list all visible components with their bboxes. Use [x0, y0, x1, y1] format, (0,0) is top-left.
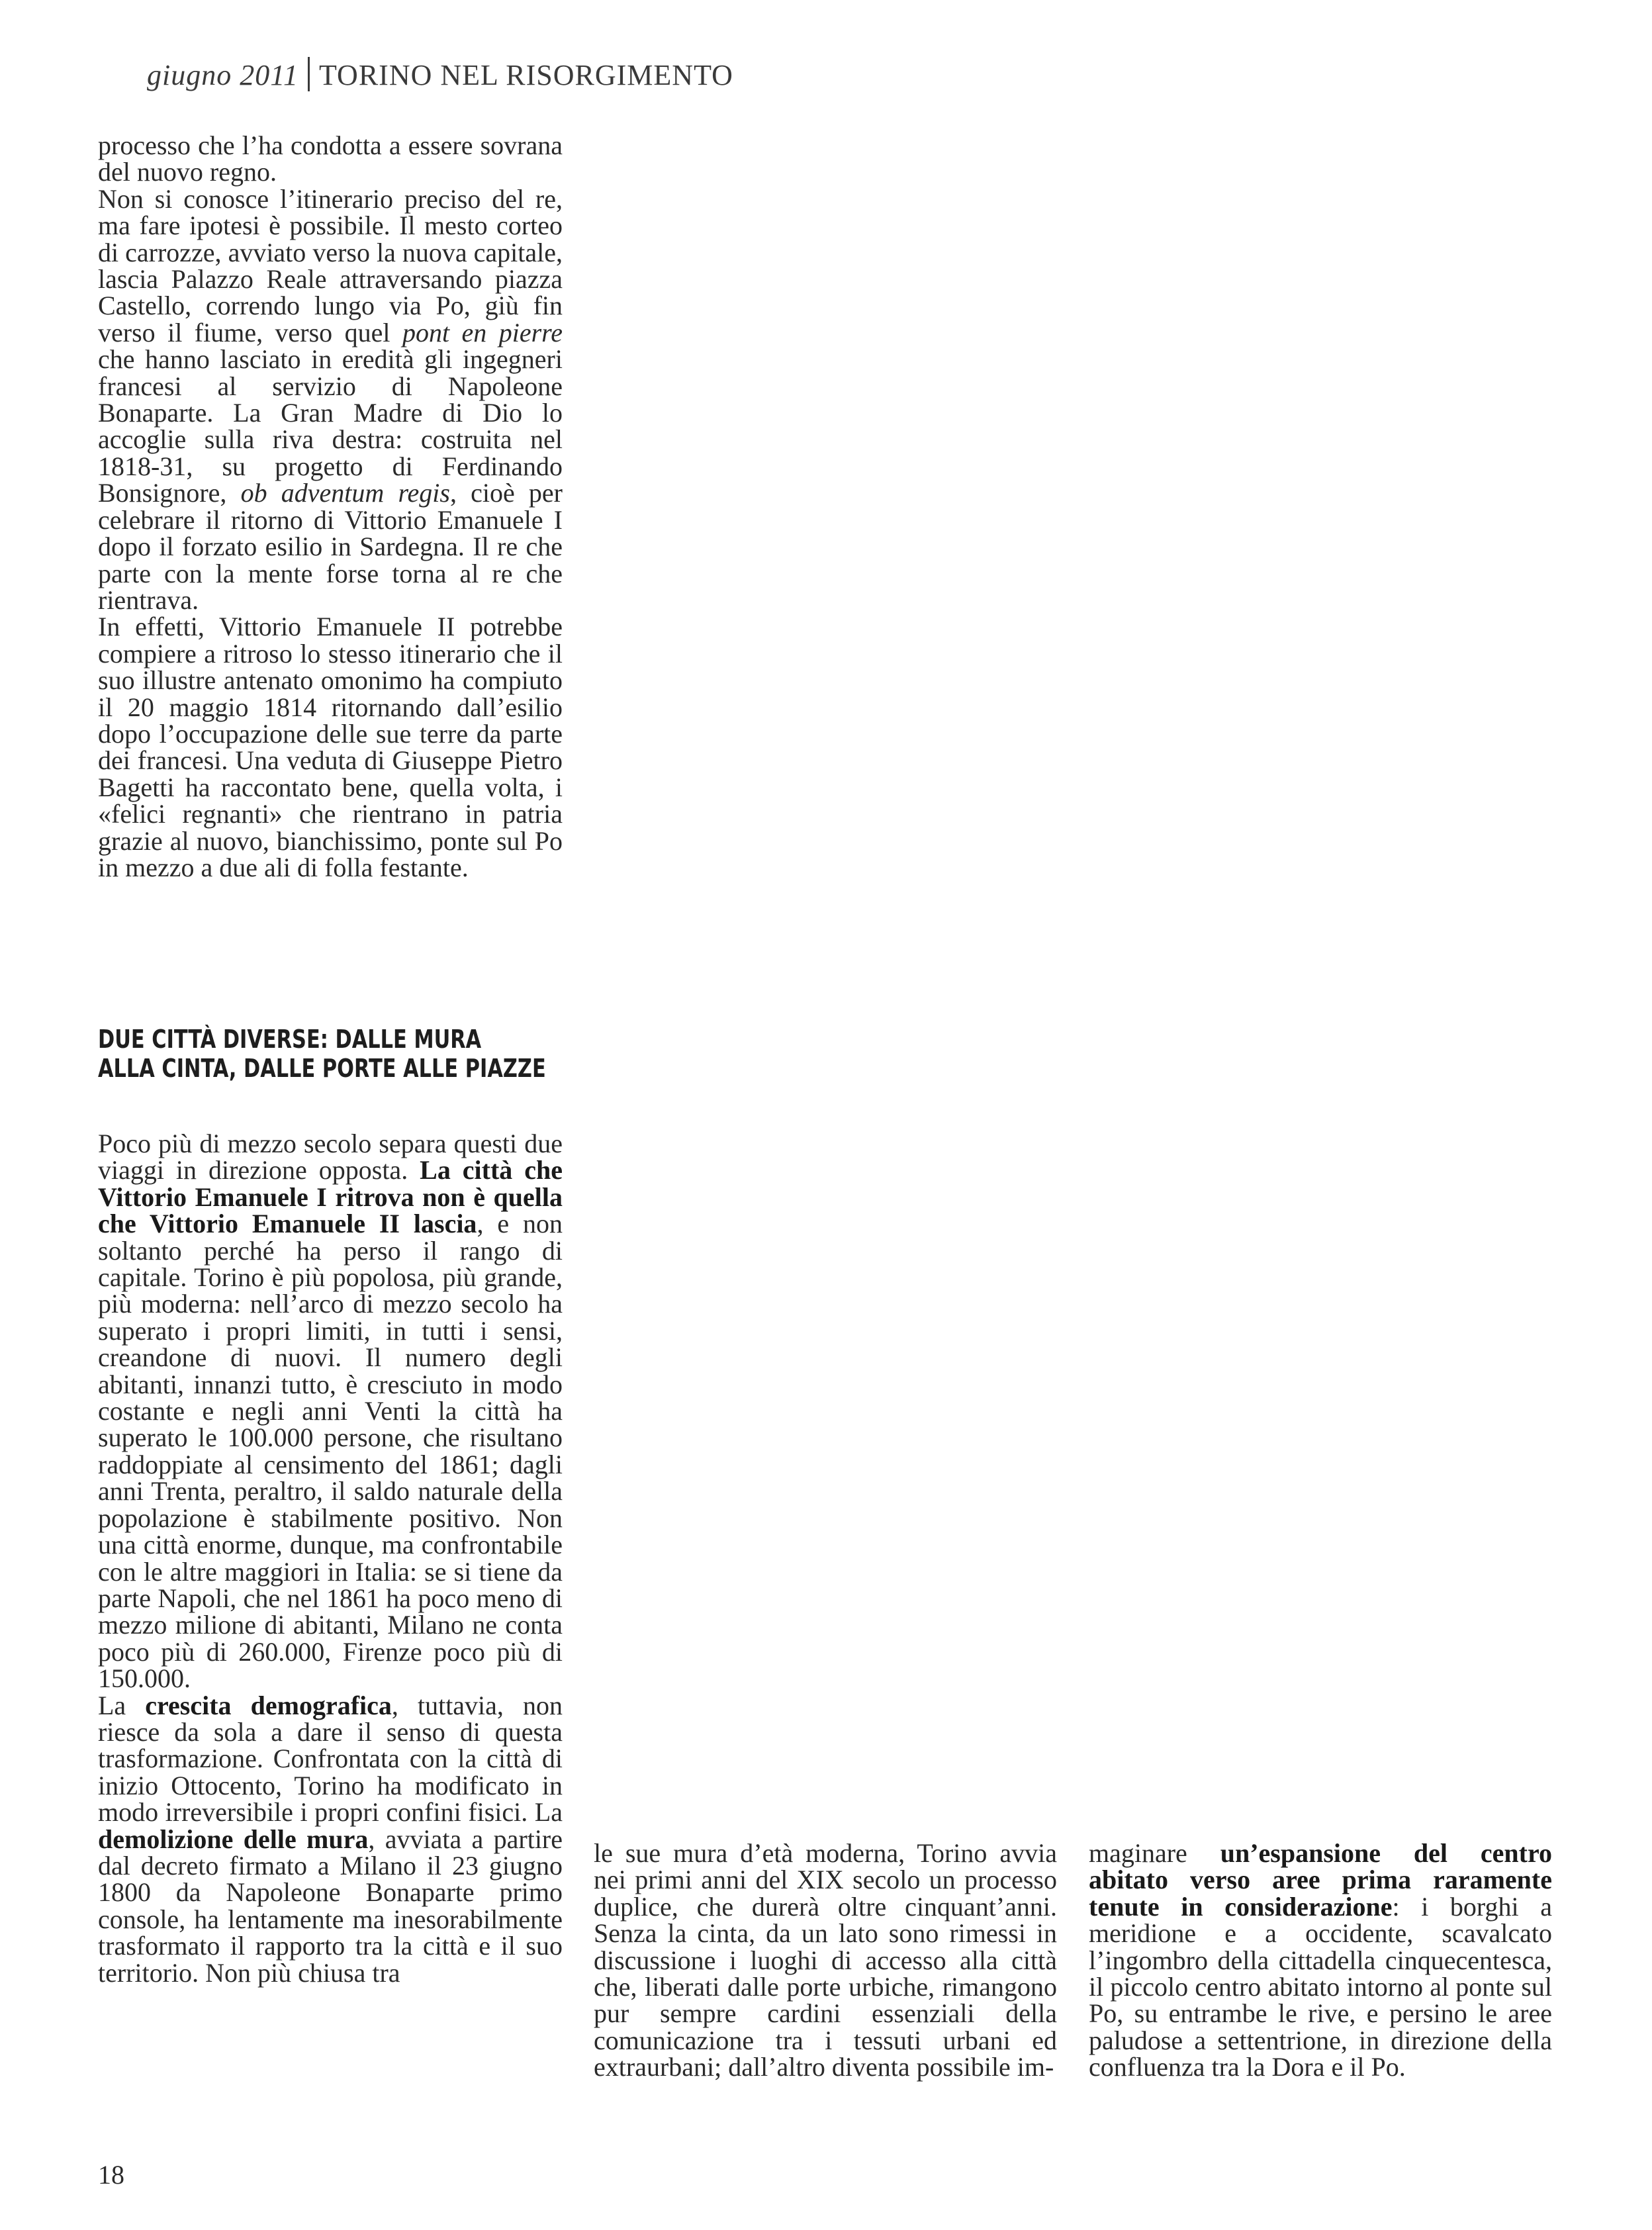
- paragraph-3: In effetti, Vittorio Emanuele II potrebbe compiere a ritroso lo stesso itinerario che il suo illustre antenato omonimo ha compiuto il 20 maggio 1814 ritornando dall’esilio dopo l’occupazione delle sue terre da parte dei francesi. Una veduta di Giuseppe Pietro Bagetti ha raccontato bene, quella volta, i «felici regnanti» che rientrano in patria grazie al nuovo, bianchissimo, ponte sul Po in mezzo a due ali di folla festante.: [98, 612, 563, 882]
- text-column-3: [1089, 1840, 1552, 2081]
- paragraph-5-text-b: , tuttavia, non riesce da sola a dare il senso di questa trasformazione. Confrontata con la città di inizio Ottocento, Torino ha modificato in modo irreversibile i propri confini fisici. La: [98, 1690, 563, 1828]
- section-heading-line-2: ALLA CINTA, DALLE PORTE ALLE PIAZZE: [98, 1054, 546, 1083]
- paragraph-4-text-b: , e non soltanto perché ha perso il rango di capitale. Torino è più popolosa, più grande, più moderna: nell’arco di mezzo secolo ha superato i propri limiti, in tutti i sensi, creandone di nuovi. Il numero degli abitanti, innanzi tutto, è cresciuto in modo costante e negli anni Venti la città ha superato le 100.000 persone, che risultano raddoppiate al censimento del 1861; dagli anni Trenta, peraltro, il saldo naturale della popolazione è stabilmente positivo. Non una città enorme, dunque, ma confrontabile con le altre maggiori in Italia: se si tiene da parte Napoli, che nel 1861 ha poco meno di mezzo milione di abitanti, Milano ne conta poco più di 260.000, Firenze poco più di 150.000.: [98, 1209, 563, 1694]
- paragraph-2: [98, 183, 563, 615]
- paragraph-5: [98, 1690, 563, 1988]
- paragraph-1: processo che l’ha condotta a essere sovrana del nuovo regno.: [98, 130, 563, 187]
- paragraph-7: [1089, 1840, 1552, 2081]
- bold-crescita-demografica: crescita demografica: [145, 1690, 392, 1720]
- page-number: 18: [98, 2160, 124, 2190]
- bold-demolizione-delle-mura: demolizione delle mura: [98, 1824, 369, 1854]
- paragraph-7-text-b: : i borghi a meridione e a occidente, scavalcato l’ingombro della cittadella cinquecentesca, il piccolo centro abitato intorno al ponte sul Po, su entrambe le rive, e persino le aree paludose a settentrione, in direzione della confluenza tra la Dora e il Po.: [1089, 1891, 1552, 2082]
- text-column-1-lower: [98, 1131, 563, 1986]
- paragraph-2-text-b: che hanno lasciato in eredità gli ingegneri francesi al servizio di Napoleone Bonaparte. La Gran Madre di Dio lo accoglie sulla riva destra: costruita nel 1818-31, su progetto di Ferdinando Bonsignore,: [98, 344, 563, 508]
- paragraph-4: [98, 1131, 563, 1693]
- paragraph-4-bold: La città che Vittorio Emanuele I ritrova non è quella che Vittorio Emanuele II lascia: [98, 1155, 563, 1239]
- paragraph-2-text-c: , cioè per celebrare il ritorno di Vittorio Emanuele I dopo il forzato esilio in Sardegna. Il re che parte con la mente forse torna al re che rientrava.: [98, 478, 563, 615]
- text-column-1: [98, 132, 563, 881]
- text-column-2: [594, 1840, 1057, 2081]
- paragraph-7-text-a: maginare: [1089, 1838, 1220, 1868]
- running-head: [147, 57, 733, 92]
- section-title: TORINO NEL RISORGIMENTO: [318, 59, 733, 91]
- section-heading-line-1: DUE CITTÀ DIVERSE: DALLE MURA: [98, 1025, 482, 1054]
- paragraph-5-text-a: La: [98, 1690, 146, 1720]
- issue-date: giugno 2011: [147, 59, 298, 91]
- header-divider: [308, 57, 310, 91]
- paragraph-2-text-a: Non si conosce l’itinerario preciso del re, ma fare ipotesi è possibile. Il mesto corteo di carrozze, avviato verso la nuova capitale, lascia Palazzo Reale attraversando piazza Castello, correndo lungo via Po, giù fin verso il fiume, verso quel: [98, 183, 563, 348]
- paragraph-5-text-c: , avviata a partire dal decreto firmato a Milano il 23 giugno 1800 da Napoleone Bonaparte primo console, ha lentamente ma inesorabilmente trasformato il rapporto tra la città e il suo territorio. Non più chiusa tra: [98, 1824, 563, 1988]
- italic-ob-adventum-regis: ob adventum regis: [240, 478, 450, 508]
- paragraph-6: le sue mura d’età moderna, Torino avvia nei primi anni del XIX secolo un processo duplice, che durerà oltre cinquant’anni. Senza la cinta, da un lato sono rimessi in discussione i luoghi di accesso alla città che, liberati dalle porte urbiche, rimangono pur sempre cardini essenziali della comunicazione tra i tessuti urbani ed extraurbani; dall’altro diventa possibile im-: [594, 1838, 1057, 2082]
- paragraph-4-text-a: Poco più di mezzo secolo separa questi due viaggi in direzione opposta.: [98, 1129, 563, 1185]
- section-heading: [98, 1025, 546, 1083]
- bold-espansione-centro-abitato: un’espansione del centro abitato verso aree prima raramente tenute in considerazione: [1089, 1838, 1552, 1922]
- italic-pont-en-pierre: pont en pierre: [402, 317, 563, 348]
